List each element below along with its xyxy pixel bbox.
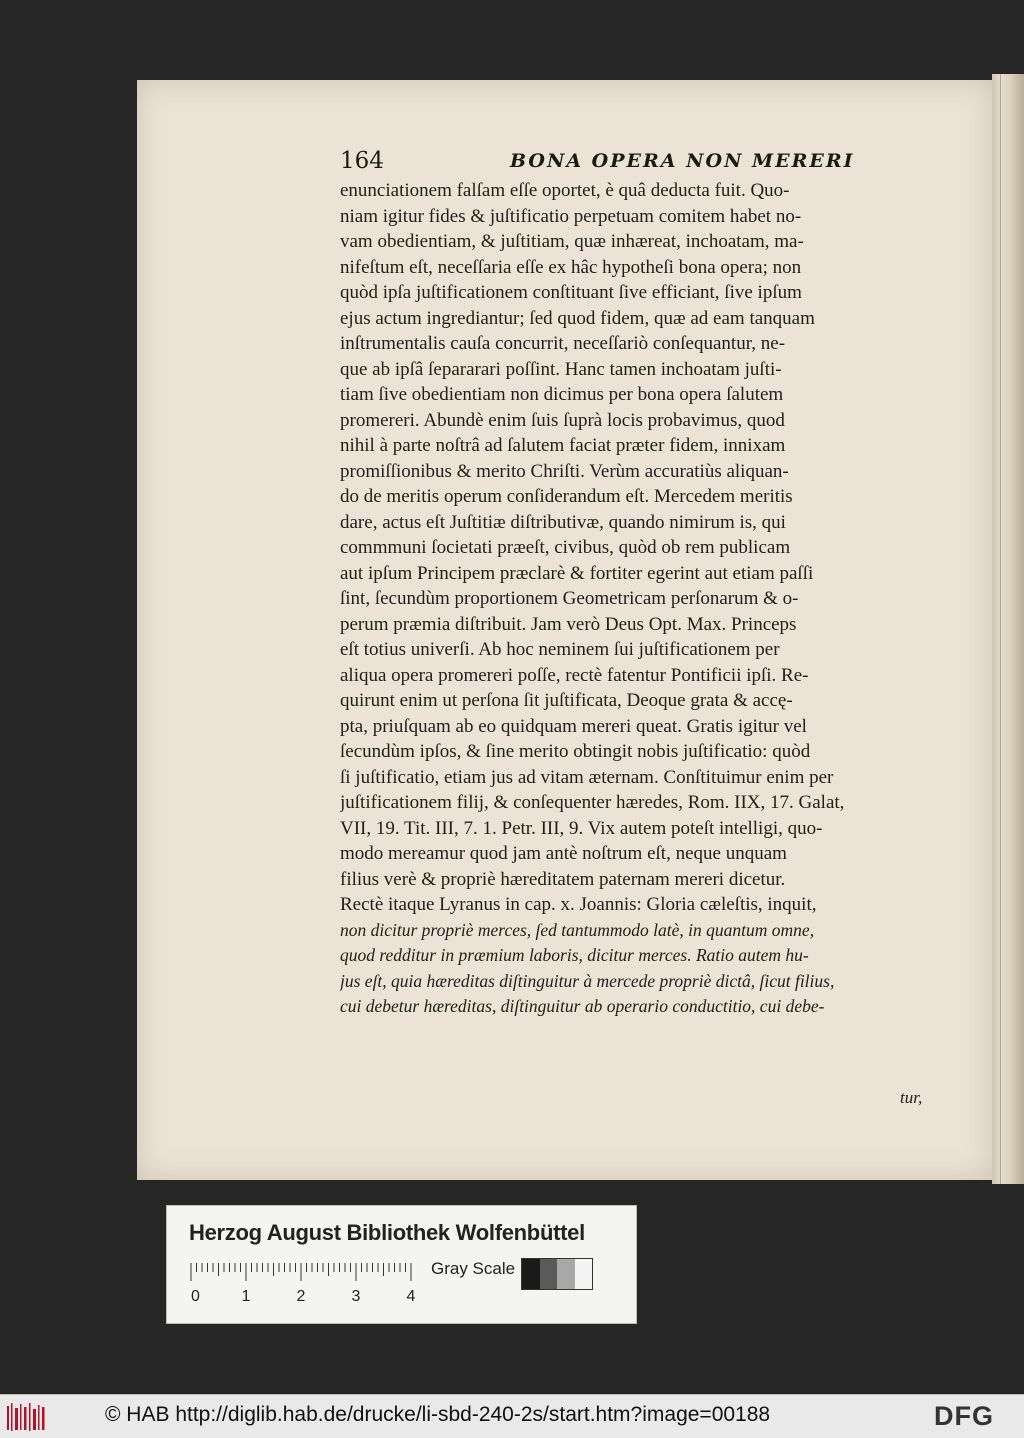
text-line: non dicitur propriè merces, ſed tantummodo latè, in quantum omne,	[340, 919, 815, 940]
text-line: dare, actus eſt Juſtitiæ diſtributivæ, quando nimirum is, qui	[340, 511, 786, 533]
gray-swatch	[557, 1259, 575, 1289]
ruler-number: 3	[351, 1288, 361, 1303]
text-line: ſecundùm ipſos, & ſine merito obtingit nobis juſtificatio: quòd	[340, 741, 811, 762]
text-line: juſtificationem filij, & conſequenter hæredes, Rom. IIX, 17. Galat,	[340, 792, 845, 813]
text-line: Rectè itaque Lyranus in cap. x. Joannis: Gloria cæleſtis, inquit,	[340, 894, 817, 915]
text-line: quòd ipſa juſtificationem conſtituant ſive efficiant, ſive ipſum	[340, 282, 802, 303]
gray-swatch	[575, 1259, 593, 1289]
page-edge	[992, 74, 1024, 1184]
text-line: aut ipſum Principem præclarè & fortiter egerint aut etiam paſſi	[340, 562, 814, 584]
text-line: quirunt enim ut perſona ſit juſtificata, Deoque grata & accę-	[340, 690, 793, 711]
gray-scale-swatches	[521, 1258, 593, 1290]
ruler	[189, 1263, 419, 1303]
running-head: BONA OPERA NON MERERI	[510, 150, 855, 172]
source-url[interactable]: © HAB http://diglib.hab.de/drucke/li-sbd-240-2s/start.htm?image=00188	[105, 1403, 771, 1426]
dfg-logo: DFG	[934, 1401, 994, 1431]
ruler-number: 0	[191, 1288, 200, 1303]
gray-scale-label: Gray Scale	[431, 1259, 516, 1278]
text-line: cui debetur hæreditas, diſtinguitur ab operario conductitio, cui debe-	[340, 996, 825, 1016]
text-line: pta, priuſquam ab eo quidquam mereri queat. Gratis igitur vel	[340, 715, 807, 737]
text-line: enunciationem falſam eſſe oportet, è quâ deducta fuit. Quo-	[340, 180, 790, 201]
text-line: tiam ſive obedientiam non dicimus per bona opera ſalutem	[340, 384, 784, 405]
library-name: Herzog August Bibliothek Wolfenbüttel	[189, 1220, 585, 1245]
text-line: promereri. Abundè enim ſuis ſuprà locis probavimus, quod	[340, 409, 785, 431]
text-line: promiſſionibus & merito Chriſti. Verùm accuratiùs aliquan-	[340, 460, 789, 482]
text-line: do de meritis operum conſiderandum eſt. Mercedem meritis	[340, 486, 793, 507]
gray-swatch	[540, 1259, 558, 1289]
text-line: perum præmia diſtribuit. Jam verò Deus Opt. Max. Princeps	[340, 613, 797, 635]
body-text	[340, 178, 950, 1020]
text-line: VII, 19. Tit. III, 7. 1. Petr. III, 9. Vix autem poteſt intelligi, quo-	[340, 817, 823, 839]
text-line: ſint, ſecundùm proportionem Geometricam perſonarum & o-	[340, 588, 799, 609]
page-number: 164	[340, 148, 384, 174]
text-line: modo mereamur quod jam antè noſtrum eſt, neque unquam	[340, 843, 787, 864]
reference-card	[166, 1205, 637, 1324]
footer-bar	[0, 1394, 1024, 1438]
text-line: jus eſt, quia hæreditas diſtinguitur à mercede propriè dictâ, ſicut filius,	[340, 970, 835, 991]
text-line: nifeſtum eſt, neceſſaria eſſe ex hâc hypotheſi bona opera; non	[340, 256, 802, 278]
text-line: quod redditur in præmium laboris, dicitur merces. Ratio autem hu-	[340, 945, 809, 965]
text-line: vam obedientiam, & juſtitiam, quæ inhæreat, inchoatam, ma-	[340, 231, 804, 252]
ruler-number: 1	[241, 1288, 251, 1303]
text-line: eſt totius univerſi. Ab hoc neminem ſui juſtificationem per	[340, 639, 780, 660]
text-line: inſtrumentalis cauſa concurrit, neceſſariò conſequantur, ne-	[340, 333, 786, 354]
barcode-icon	[6, 1402, 48, 1432]
catchword: tur,	[900, 1088, 923, 1107]
text-line: ſi juſtificatio, etiam jus ad vitam æternam. Conſtituimur enim per	[340, 766, 834, 788]
text-line: ejus actum ingrediantur; ſed quod fidem, quæ ad eam tanquam	[340, 307, 815, 329]
ruler-number: 2	[296, 1288, 306, 1303]
text-line: nihil à parte noſtrâ ad ſalutem faciat præter fidem, innixam	[340, 435, 786, 456]
text-line: filius verè & propriè hæreditatem paternam mereri dicetur.	[340, 868, 786, 890]
text-line: que ab ipſâ ſepararari poſſint. Hanc tamen inchoatam juſti-	[340, 358, 782, 380]
page-header	[340, 148, 855, 178]
gray-swatch	[522, 1259, 540, 1289]
text-line: commmuni ſocietati præeſt, civibus, quòd ob rem publicam	[340, 537, 791, 558]
ruler-number: 4	[406, 1288, 416, 1303]
text-line: niam igitur fides & juſtificatio perpetuam comitem habet no-	[340, 205, 802, 227]
text-line: aliqua opera promereri poſſe, rectè fatentur Pontificii ipſi. Re-	[340, 664, 809, 686]
